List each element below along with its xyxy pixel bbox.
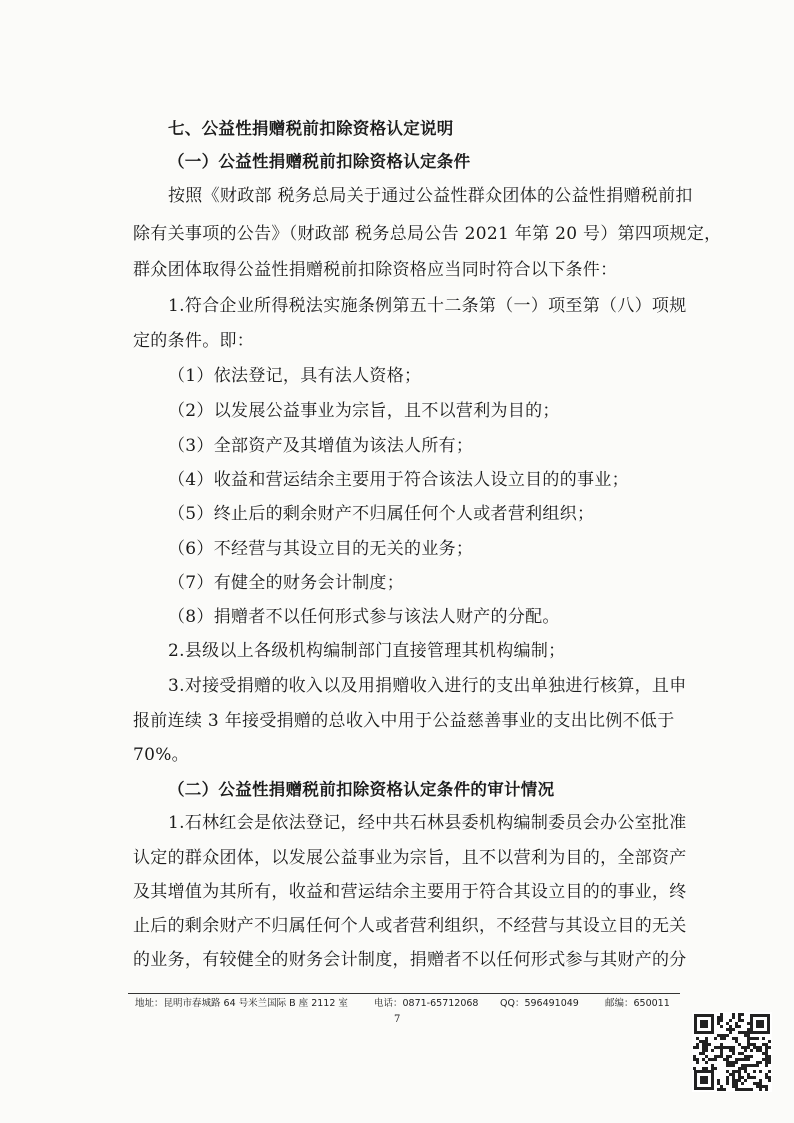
qr-module [750,1088,753,1091]
qr-module [696,1061,699,1064]
qr-module [732,1037,735,1040]
qr-module [768,1061,771,1064]
qr-module [735,1040,738,1043]
qr-module [738,1025,741,1028]
qr-module [732,1052,735,1055]
qr-module [699,1052,702,1055]
qr-module [726,1058,729,1061]
qr-module [738,1079,741,1082]
qr-module [756,1064,759,1067]
qr-module [732,1073,735,1076]
qr-module [747,1058,750,1061]
qr-module [729,1031,732,1034]
qr-module [762,1052,765,1055]
qr-module [753,1070,756,1073]
qr-module [741,1013,744,1016]
qr-module [741,1058,744,1061]
qr-module [747,1055,750,1058]
qr-module [759,1088,762,1091]
qr-module [720,1088,723,1091]
qr-module [723,1088,726,1091]
qr-module [732,1016,735,1019]
qr-module [750,1049,753,1052]
qr-module [753,1082,756,1085]
qr-module [729,1028,732,1031]
qr-module [741,1031,744,1034]
qr-module [720,1019,723,1022]
qr-module [714,1055,717,1058]
qr-module [726,1064,729,1067]
qr-module [765,1088,768,1091]
footer-postcode: 邮编：650011 [605,998,670,1009]
qr-module [756,1082,759,1085]
qr-module [714,1046,717,1049]
qr-module [756,1037,759,1040]
qr-module [747,1040,750,1043]
qr-module [753,1043,756,1046]
qr-module [714,1067,717,1070]
qr-module [741,1088,744,1091]
qr-module [762,1085,765,1088]
qr-module [711,1058,714,1061]
qr-module [762,1058,765,1061]
qr-module [768,1058,771,1061]
qr-module [744,1055,747,1058]
qr-module [726,1079,729,1082]
list-item: （4）收益和营运结余主要用于符合该法人设立目的的事业； [168,470,629,490]
footer-address: 地址：昆明市春城路 64 号米兰国际 B 座 2112 室 [135,998,348,1009]
qr-module [753,1076,756,1079]
qr-module [747,1022,750,1025]
qr-module [741,1064,744,1067]
qr-module [759,1046,762,1049]
qr-module [756,1061,759,1064]
qr-module [726,1061,729,1064]
qr-module [756,1046,759,1049]
qr-module [735,1088,738,1091]
qr-module [744,1088,747,1091]
qr-module [750,1076,753,1079]
qr-module [708,1043,711,1046]
qr-module [738,1070,741,1073]
qr-module [738,1067,741,1070]
audit-line: 1.石林红会是依法登记，经中共石林县委机构编制委员会办公室批准 [168,813,687,833]
qr-module [759,1079,762,1082]
qr-module [729,1019,732,1022]
qr-module [747,1076,750,1079]
list-item: （8）捐赠者不以任何形式参与该法人财产的分配。 [168,607,560,627]
qr-module [759,1049,762,1052]
qr-module [726,1055,729,1058]
qr-module [726,1046,729,1049]
audit-line: 止后的剩余财产不归属任何个人或者营利组织，不经营与其设立目的无关 [133,916,687,936]
paragraph-line: 按照《财政部 税务总局关于通过公益性群众团体的公益性捐赠税前扣 [168,186,693,206]
qr-module [696,1058,699,1061]
qr-module [768,1070,771,1073]
qr-module [744,1079,747,1082]
paragraph-line: 群众团体取得公益性捐赠税前扣除资格应当同时符合以下条件： [133,260,618,280]
qr-module [717,1079,720,1082]
qr-module [726,1070,729,1073]
qr-module [705,1043,708,1046]
qr-module [705,1055,708,1058]
qr-module [711,1049,714,1052]
qr-module [765,1052,768,1055]
qr-module [714,1037,717,1040]
qr-module [759,1070,762,1073]
footer-divider [128,993,680,994]
qr-module [726,1028,729,1031]
list-item: （3）全部资产及其增值为该法人所有； [168,436,474,456]
qr-module [732,1013,735,1016]
qr-module [735,1085,738,1088]
qr-module [729,1025,732,1028]
qr-module [720,1055,723,1058]
qr-module [708,1058,711,1061]
qr-module [729,1073,732,1076]
qr-module [744,1058,747,1061]
qr-module [729,1064,732,1067]
qr-module [735,1061,738,1064]
qr-module [747,1046,750,1049]
qr-module [729,1049,732,1052]
qr-module [720,1046,723,1049]
qr-module [696,1037,699,1040]
qr-module [717,1046,720,1049]
qr-module [729,1046,732,1049]
section-title: 七、公益性捐赠税前扣除资格认定说明 [168,119,454,138]
qr-module [738,1052,741,1055]
qr-module [696,1043,699,1046]
qr-module [726,1076,729,1079]
qr-module [702,1052,705,1055]
qr-module [747,1043,750,1046]
qr-module [759,1061,762,1064]
qr-module [720,1013,723,1016]
qr-module [720,1052,723,1055]
qr-module [753,1064,756,1067]
condition-1-line: 定的条件。即： [133,331,255,351]
qr-module [720,1049,723,1052]
qr-module [768,1055,771,1058]
qr-module [765,1049,768,1052]
qr-module [732,1061,735,1064]
qr-module [744,1064,747,1067]
qr-module [732,1076,735,1079]
qr-module [741,1052,744,1055]
qr-module [705,1067,708,1070]
qr-module [735,1022,738,1025]
qr-module [759,1085,762,1088]
qr-module [726,1034,729,1037]
qr-module [741,1019,744,1022]
list-item: （1）依法登记，具有法人资格； [168,366,422,386]
qr-module [738,1076,741,1079]
qr-module [765,1076,768,1079]
footer-phone: 电话：0871-65712068 [374,998,479,1009]
qr-module [735,1037,738,1040]
qr-module [732,1046,735,1049]
qr-module [744,1070,747,1073]
qr-module [738,1031,741,1034]
paragraph-line: 除有关事项的公告》（财政部 税务总局公告 2021 年第 20 号）第四项规定， [133,224,722,244]
qr-module [720,1037,723,1040]
qr-module [765,1061,768,1064]
qr-module [768,1046,771,1049]
qr-module [735,1058,738,1061]
qr-module [747,1028,750,1031]
qr-module [732,1085,735,1088]
condition-3-line: 3.对接受捐赠的收入以及用捐赠收入进行的支出单独进行核算，且申 [168,676,687,696]
qr-module [717,1055,720,1058]
qr-module [756,1085,759,1088]
qr-module [723,1058,726,1061]
qr-module [750,1055,753,1058]
qr-module [747,1088,750,1091]
qr-module [738,1088,741,1091]
qr-module [765,1064,768,1067]
qr-module [705,1061,708,1064]
qr-module [747,1064,750,1067]
subsection-title-1: （一）公益性捐赠税前扣除资格认定条件 [168,152,471,171]
qr-module [741,1067,744,1070]
qr-module [717,1019,720,1022]
qr-module [741,1082,744,1085]
qr-module [720,1085,723,1088]
qr-module [705,1037,708,1040]
qr-module [705,1046,708,1049]
qr-module [765,1043,768,1046]
qr-module [753,1046,756,1049]
qr-module [702,1043,705,1046]
qr-module [747,1031,750,1034]
condition-3-line: 70%。 [133,745,189,765]
qr-module [732,1070,735,1073]
list-item: （5）终止后的剩余财产不归属任何个人或者营利组织； [168,504,595,524]
qr-module [768,1040,771,1043]
qr-module [741,1076,744,1079]
qr-module [759,1082,762,1085]
qr-module [765,1055,768,1058]
qr-module [753,1037,756,1040]
qr-module [702,1046,705,1049]
qr-module [732,1082,735,1085]
qr-module [762,1043,765,1046]
qr-module [720,1034,723,1037]
qr-module [756,1049,759,1052]
list-item: （2）以发展公益事业为宗旨，且不以营利为目的； [168,401,560,421]
qr-module [717,1022,720,1025]
qr-module [735,1082,738,1085]
qr-module [702,1040,705,1043]
subsection-title-2: （二）公益性捐赠税前扣除资格认定条件的审计情况 [168,780,555,799]
audit-line: 及其增值为其所有，收益和营运结余主要用于符合其设立目的的事业，终 [133,882,687,902]
qr-module [720,1016,723,1019]
qr-module [732,1028,735,1031]
qr-module [714,1058,717,1061]
page-number: 7 [394,1014,401,1025]
qr-module [720,1025,723,1028]
qr-module [729,1061,732,1064]
qr-module [726,1022,729,1025]
condition-1-line: 1.符合企业所得税法实施条例第五十二条第（一）项至第（八）项规 [168,296,687,316]
qr-module [765,1046,768,1049]
qr-module [732,1064,735,1067]
qr-module [723,1046,726,1049]
qr-module [747,1073,750,1076]
qr-module [738,1058,741,1061]
qr-module [735,1025,738,1028]
qr-code-icon [692,1012,772,1092]
qr-module [693,1055,696,1058]
qr-module [738,1013,741,1016]
qr-module [717,1016,720,1019]
qr-module [744,1034,747,1037]
qr-module [750,1037,753,1040]
condition-2-line: 2.县级以上各级机构编制部门直接管理其机构编制； [168,641,566,661]
qr-module [762,1037,765,1040]
qr-module [693,1067,696,1070]
qr-module [711,1067,714,1070]
qr-module [765,1058,768,1061]
qr-module [693,1058,696,1061]
qr-module [741,1046,744,1049]
qr-module [738,1016,741,1019]
qr-module [696,1046,699,1049]
qr-module [711,1064,714,1067]
list-item: （6）不经营与其设立目的无关的业务； [168,539,474,559]
qr-module [729,1055,732,1058]
audit-line: 认定的群众团体，以发展公益事业为宗旨，且不以营利为目的，全部资产 [133,848,687,868]
qr-module [744,1067,747,1070]
qr-module [717,1034,720,1037]
qr-module [744,1046,747,1049]
qr-module [738,1019,741,1022]
qr-module [750,1064,753,1067]
qr-module [699,1040,702,1043]
qr-module [702,1067,705,1070]
qr-module [765,1085,768,1088]
qr-module [768,1079,771,1082]
qr-module [705,1049,708,1052]
qr-module [702,1049,705,1052]
qr-module [744,1031,747,1034]
qr-module [735,1079,738,1082]
qr-module [723,1037,726,1040]
qr-module [726,1082,729,1085]
qr-module [732,1049,735,1052]
qr-module [747,1037,750,1040]
qr-module [732,1079,735,1082]
qr-module [717,1082,720,1085]
condition-3-line: 报前连续 3 年接受捐赠的总收入中用于公益慈善事业的支出比例不低于 [133,711,675,731]
qr-module [702,1058,705,1061]
list-item: （7）有健全的财务会计制度； [168,573,405,593]
qr-module [747,1034,750,1037]
qr-module [768,1076,771,1079]
qr-module [720,1043,723,1046]
qr-module [735,1070,738,1073]
qr-module [723,1034,726,1037]
qr-module [693,1046,696,1049]
qr-module [705,1040,708,1043]
qr-module [738,1073,741,1076]
footer-qq: QQ：596491049 [500,998,579,1009]
qr-module [717,1088,720,1091]
audit-line: 的业务，有较健全的财务会计制度，捐赠者不以任何形式参与其财产的分 [133,950,687,970]
qr-module [738,1043,741,1046]
qr-module [765,1073,768,1076]
qr-module [750,1043,753,1046]
qr-module [744,1049,747,1052]
